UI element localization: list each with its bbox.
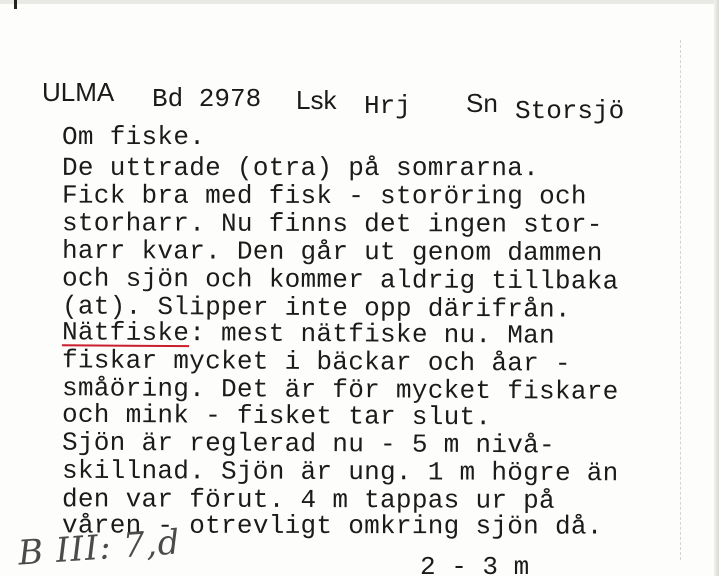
body-line-text: den var förut. 4 m tappas ur på <box>61 484 556 516</box>
body-line <box>62 154 539 182</box>
body-line-text: och sjön och kommer aldrig tillbaka <box>61 263 619 297</box>
body-line <box>62 457 619 488</box>
body-line <box>62 182 587 211</box>
body-line <box>62 429 555 460</box>
landskap-label: Lsk <box>296 85 337 115</box>
body-line-text: Fick bra med fisk - storöring och <box>61 180 587 212</box>
body-line <box>62 237 603 267</box>
body-line-text: våren - otrevligt omkring sjön då. <box>61 510 603 542</box>
body-line-text: storharr. Nu finns det ingen stor- <box>61 208 603 240</box>
underlined-heading: Nätfiske <box>61 317 190 349</box>
socken-value: Storsjö <box>515 96 625 126</box>
place-name: ULMA <box>42 77 115 107</box>
body-line-text: och mink - fisket tar slut. <box>61 399 492 433</box>
record-number: Bd 2978 <box>152 84 262 114</box>
body-line-text: fiskar mycket i bäckar och åar - <box>61 345 571 379</box>
body-line-text: : mest nätfiske nu. Man <box>189 318 556 351</box>
socken-label: Sn <box>466 88 498 118</box>
body-line-text: Sjön är reglerad nu - 5 m nivå- <box>61 427 556 461</box>
body-line <box>62 401 492 432</box>
body-line <box>62 264 619 295</box>
handwritten-signum: B III: 7,d <box>16 522 182 574</box>
body-line-text: De uttrade (otra) på somrarna. <box>61 152 540 184</box>
body-line-text: (at). Slipper inte opp därifrån. <box>61 291 571 325</box>
body-line-text: skillnad. Sjön är ung. 1 m högre än <box>61 455 619 489</box>
card-header <box>0 0 719 126</box>
body-line <box>62 209 603 239</box>
body-line-text: harr kvar. Den går ut genom dammen <box>61 235 603 269</box>
body-line-text: småöring. Det är för mycket fiskare <box>61 373 619 407</box>
body-line <box>62 123 205 151</box>
body-line-text: Om fiske. <box>62 122 206 152</box>
landskap-value: Hrj <box>364 91 411 121</box>
footer-measurement: 2 - 3 m <box>420 552 530 576</box>
